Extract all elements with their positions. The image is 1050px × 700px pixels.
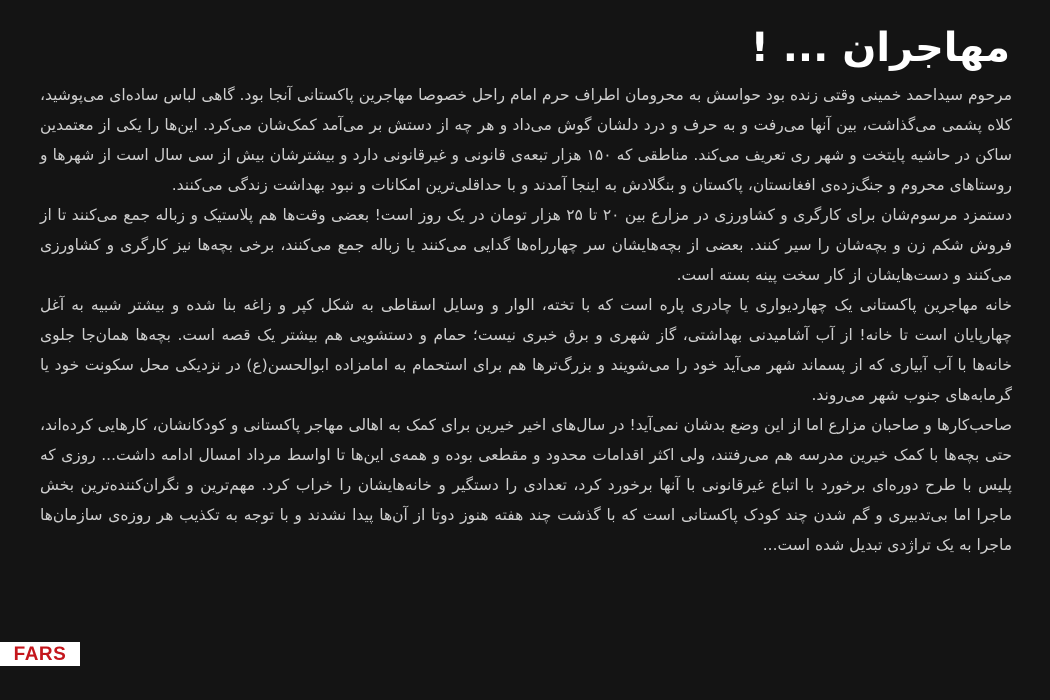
paragraph-4: صاحب‌کارها و صاحبان مزارع اما از این وضع بدشان نمی‌آید! در سال‌های اخیر خیرین برای کمک به اهالی مهاجر پاکستانی و کودکانشان، کارهایی کرده‌اند، حتی بچه‌ها با کمک خیرین مدرسه هم می‌رفتند، ولی اکثر اقدامات محدود و مقطعی بوده و همه‌ی این‌ها تا اواسط مرداد امسال ادامه داشت... روزی که پلیس با طرح دوره‌ای برخورد با اتباع غیرقانونی با آنها برخورد کرد، تعدادی را دستگیر و خانه‌هایشان را خراب کرد. مهم‌ترین و نگران‌کننده‌ترین بخش ماجرا اما بی‌تدبیری و گم شدن چند کودک پاکستانی است که با گذشت چند هفته هنوز دوتا از آن‌ها پیدا نشدند و با توجه به تکذیب هر روزه‌ی سازمان‌ها ماجرا به یک تراژدی تبدیل شده است... <box>40 416 1012 554</box>
article-body <box>40 80 1012 560</box>
logo-text: FARS <box>13 643 67 665</box>
paragraph-3: خانه مهاجرین پاکستانی یک چهاردیواری یا چادری پاره است که با تخته، الوار و وسایل اسقاطی به شکل کپر و زاغه بنا شده و بیشتر شبیه به آغل چهارپایان است تا خانه! از آب آشامیدنی بهداشتی، گاز شهری و برق خبری نیست؛ حمام و دستشویی هم بیشتر یک قصه است. بچه‌ها همان‌جا جلوی خانه‌ها با آب آبیاری که از پسماند شهر می‌آید خود را می‌شویند و بزرگ‌ترها هم برای استحمام به امامزاده ابوالحسن(ع) در نزدیکی محل سکونت خود یا گرمابه‌های جنوب شهر می‌روند. <box>40 296 1012 404</box>
paragraph-1: مرحوم سیداحمد خمینی وقتی زنده بود حواسش به محرومان اطراف حرم امام راحل خصوصا مهاجرین پاکستانی آنجا بود. گاهی لباس ساده‌ای می‌پوشید، کلاه پشمی می‌گذاشت، بین آنها می‌رفت و به حرف و درد دلشان گوش می‌داد و هر چه از دستش بر می‌آمد کمک‌شان می‌کرد. این‌ها را یکی از معتمدین ساکن در حاشیه پایتخت و شهر ری تعریف می‌کند. مناطقی که ۱۵۰ هزار تبعه‌ی قانونی و غیرقانونی دارد و بیشترشان بیش از سی سال است از شهرها و روستاهای محروم و جنگ‌زده‌ی افغانستان، پاکستان و بنگلادش به اینجا آمدند و با حداقلی‌ترین امکانات و نبود بهداشت زندگی می‌کنند. <box>40 86 1012 194</box>
page-title: مهاجران ... ! <box>750 25 1010 71</box>
paragraph-2: دستمزد مرسوم‌شان برای کارگری و کشاورزی در مزارع بین ۲۰ تا ۲۵ هزار تومان در یک روز است! بعضی وقت‌ها هم پلاستیک و زباله جمع می‌کنند تا از فروش شکم زن و بچه‌شان را سیر کنند. بعضی از بچه‌هایشان سر چهارراه‌ها گدایی می‌کنند یا زباله جمع می‌کنند، برخی بچه‌ها نیز کارگری و کشاورزی می‌کنند و دست‌هایشان از کار سخت پینه بسته است. <box>40 206 1012 284</box>
fars-logo <box>0 642 80 666</box>
